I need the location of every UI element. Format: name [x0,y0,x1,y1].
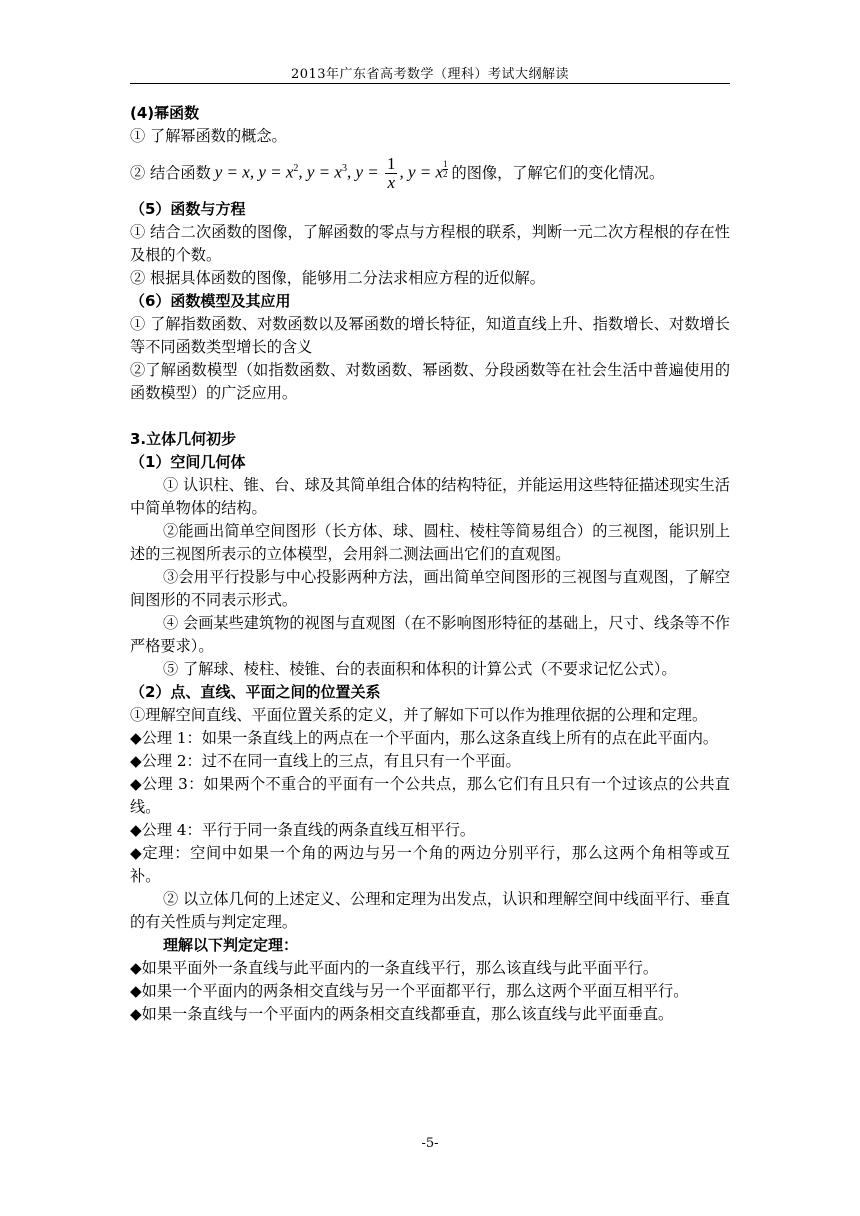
spacer [130,405,730,428]
fraction-denominator: x [387,172,395,192]
exponent: 2 [293,162,299,174]
section-title-power-functions: (4)幂函数 [130,104,200,122]
exponent-fraction [443,160,448,179]
formula-paragraph [130,148,730,198]
header-rule [130,83,730,84]
formula-part: , y = [346,161,379,181]
theorem-item: ◆定理：空间中如果一个角的两边与另一个角的两边分别平行，那么这两个角相等或互补。 [130,844,730,885]
axiom-item: ◆公理 1：如果一条直线上的两点在一个平面内，那么这条直线上所有的点在此平面内。 [130,729,719,747]
paragraph: ⑤ 了解球、棱柱、棱锥、台的表面积和体积的计算公式（不要求记忆公式）。 [163,660,677,678]
exponent: 3 [341,162,347,174]
axiom-item: ◆公理 4：平行于同一条直线的两条直线互相平行。 [130,821,476,839]
paragraph: ③会用平行投影与中心投影两种方法，画出简单空间图形的三视图与直观图，了解空间图形的不同表示形式。 [130,568,730,609]
theorem-item: ◆如果平面外一条直线与此平面内的一条直线平行，那么该直线与此平面平行。 [130,959,659,977]
paragraph: ② 以立体几何的上述定义、公理和定理为出发点，认识和理解空间中线面平行、垂直的有关性质与判定定理。 [130,890,730,931]
section-title-function-models: （6）函数模型及其应用 [130,292,291,310]
section-title-positional-relations: （2）点、直线、平面之间的位置关系 [130,683,381,701]
paragraph: ① 结合二次函数的图像，了解函数的零点与方程根的联系，判断一元二次方程根的存在性及根的个数。 [130,223,730,264]
chapter-title-solid-geometry: 3.立体几何初步 [130,430,237,448]
axiom-item: ◆公理 3：如果两个不重合的平面有一个公共点，那么它们有且只有一个过该点的公共直线。 [130,775,730,816]
paragraph: ④ 会画某些建筑物的视图与直观图（在不影响图形特征的基础上，尺寸、线条等不作严格要求）。 [130,614,730,655]
formula-tail-text: 的图像，了解它们的变化情况。 [451,163,665,182]
section-title-functions-equations: （5）函数与方程 [130,200,246,218]
paragraph: ②能画出简单空间图形（长方体、球、圆柱、棱柱等简易组合）的三视图，能识别上述的三视图所表示的立体模型，会用斜二测法画出它们的直观图。 [130,522,730,563]
document-body [130,102,730,1026]
exponent-numerator: 1 [443,158,448,169]
subheading-judgement-theorems: 理解以下判定定理： [163,936,299,954]
page-number: -5- [421,1136,439,1151]
formula-lead-text: ② 结合函数 [130,163,211,182]
paragraph: ② 根据具体函数的图像，能够用二分法求相应方程的近似解。 [130,269,545,287]
formula-part: , y = x [298,161,342,181]
paragraph: ① 了解指数函数、对数函数以及幂函数的增长特征，知道直线上升、指数增长、对数增长等不同函数类型增长的含义 [130,315,730,356]
fraction-numerator: 1 [386,153,396,173]
exponent-denominator: 2 [443,168,448,179]
formula-part: y = x, y = x [214,161,294,181]
paragraph: ① 认识柱、锥、台、球及其简单组合体的结构特征，并能运用这些特征描述现实生活中简单物体的结构。 [130,476,730,517]
theorem-item: ◆如果一条直线与一个平面内的两条相交直线都垂直，那么该直线与此平面垂直。 [130,1005,674,1023]
paragraph: ②了解函数模型（如指数函数、对数函数、幂函数、分段函数等在社会生活中普遍使用的函数模型）的广泛应用。 [130,361,730,402]
paragraph: ① 了解幂函数的概念。 [130,127,287,145]
axiom-item: ◆公理 2：过不在同一直线上的三点，有且只有一个平面。 [130,752,521,770]
fraction [385,155,398,192]
theorem-item: ◆如果一个平面内的两条相交直线与另一个平面都平行，那么这两个平面互相平行。 [130,982,689,1000]
power-function-formula [215,155,448,192]
formula-part: , y = x [399,161,444,181]
paragraph: ①理解空间直线、平面位置关系的定义，并了解如下可以作为推理依据的公理和定理。 [130,706,708,724]
page-header: 2013年广东省高考数学（理科）考试大纲解读 [290,67,570,82]
section-title-spatial-solids: （1）空间几何体 [130,453,246,471]
